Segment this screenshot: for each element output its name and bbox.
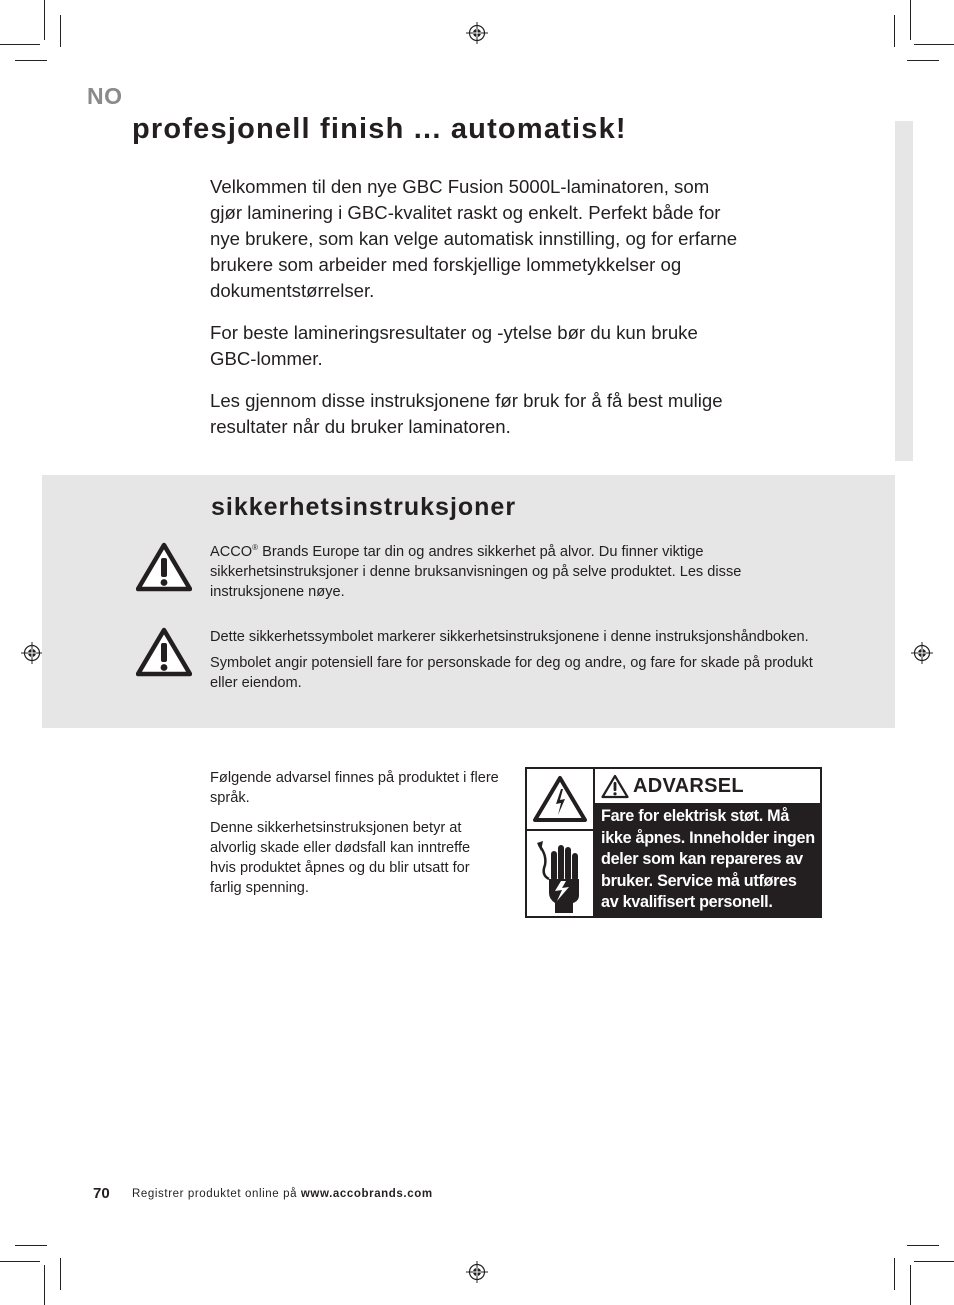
crop-mark bbox=[894, 1258, 895, 1290]
safety-paragraph: Dette sikkerhetssymbolet markerer sikkerhetsinstruksjonene i denne instruksjonshåndboken. bbox=[210, 629, 809, 645]
label-divider bbox=[527, 829, 593, 831]
warning-label bbox=[525, 767, 822, 918]
safety-block-1 bbox=[210, 542, 830, 608]
crosshair-registration-icon bbox=[466, 1261, 488, 1283]
warning-triangle-icon bbox=[136, 542, 192, 592]
lightning-triangle-icon bbox=[532, 775, 588, 823]
crop-mark bbox=[15, 60, 47, 61]
label-heading-text: ADVARSEL bbox=[633, 774, 744, 797]
page-number: 70 bbox=[93, 1185, 110, 1202]
warning-triangle-icon bbox=[136, 627, 192, 677]
safety-block-1-text: Brands Europe tar din og andres sikkerhet på alvor. Du finner viktige sikkerhetsinstruksjoner i denne bruksanvisningen og på selve produktet. Les disse instruksjonene nøye. bbox=[210, 544, 742, 600]
crop-mark bbox=[914, 44, 954, 45]
footer-register-text: Registrer produktet online på bbox=[132, 1188, 301, 1200]
registered-mark: ® bbox=[252, 543, 259, 553]
brand-name: ACCO bbox=[210, 544, 253, 560]
crop-mark bbox=[907, 1245, 939, 1246]
crop-mark bbox=[0, 44, 40, 45]
side-tab bbox=[895, 121, 913, 461]
crop-mark bbox=[0, 1261, 40, 1262]
crop-mark bbox=[910, 0, 911, 40]
crop-mark bbox=[907, 60, 939, 61]
intro-text bbox=[210, 174, 740, 456]
crosshair-registration-icon bbox=[21, 642, 43, 664]
language-code: NO bbox=[87, 83, 123, 109]
crop-mark bbox=[910, 1265, 911, 1305]
label-heading bbox=[595, 769, 820, 803]
crosshair-registration-icon bbox=[911, 642, 933, 664]
crop-mark bbox=[60, 1258, 61, 1290]
label-body-text: Fare for elektrisk støt. Må ikke åpnes. Inneholder ingen deler som kan repareres av bruker. Service må utføres av kvalifisert personell. bbox=[595, 803, 820, 916]
safety-paragraph: Symbolet angir potensiell fare for personskade for deg og andre, og fare for skade på produkt eller eiendom. bbox=[210, 655, 813, 691]
warning-paragraph: Følgende advarsel finnes på produktet i flere språk. bbox=[210, 770, 499, 806]
intro-paragraph: Les gjennom disse instruksjonene før bruk for å få best mulige resultater når du bruker laminatoren. bbox=[210, 390, 723, 437]
intro-paragraph: Velkommen til den nye GBC Fusion 5000L-laminatoren, som gjør laminering i GBC-kvalitet raskt og enkelt. Perfekt både for nye brukere, som kan velge automatisk innstilling, og for erfarne brukere som arbeider med forskjellige lommetykkelser og dokumentstørrelser. bbox=[210, 176, 738, 301]
electric-shock-hand-icon bbox=[535, 835, 587, 913]
crop-mark bbox=[914, 1261, 954, 1262]
warning-paragraph: Denne sikkerhetsinstruksjonen betyr at alvorlig skade eller dødsfall kan inntreffe hvis produktet åpnes og du blir utsatt for farlig spenning. bbox=[210, 820, 471, 896]
safety-title: sikkerhetsinstruksjoner bbox=[211, 493, 517, 521]
footer-website-link[interactable]: www.accobrands.com bbox=[300, 1188, 433, 1200]
crop-mark bbox=[44, 0, 45, 40]
crop-mark bbox=[894, 15, 895, 47]
warning-triangle-icon bbox=[601, 774, 629, 799]
safety-block-2 bbox=[210, 627, 830, 699]
intro-paragraph: For beste lamineringsresultater og -ytelse bør du kun bruke GBC-lommer. bbox=[210, 322, 698, 369]
warning-description bbox=[210, 768, 500, 908]
crop-mark bbox=[60, 15, 61, 47]
crop-mark bbox=[44, 1265, 45, 1305]
footer-register bbox=[132, 1188, 433, 1200]
crop-mark bbox=[15, 1245, 47, 1246]
crosshair-registration-icon bbox=[466, 22, 488, 44]
label-icon-column bbox=[527, 769, 595, 916]
page-title: profesjonell finish ... automatisk! bbox=[132, 113, 627, 145]
